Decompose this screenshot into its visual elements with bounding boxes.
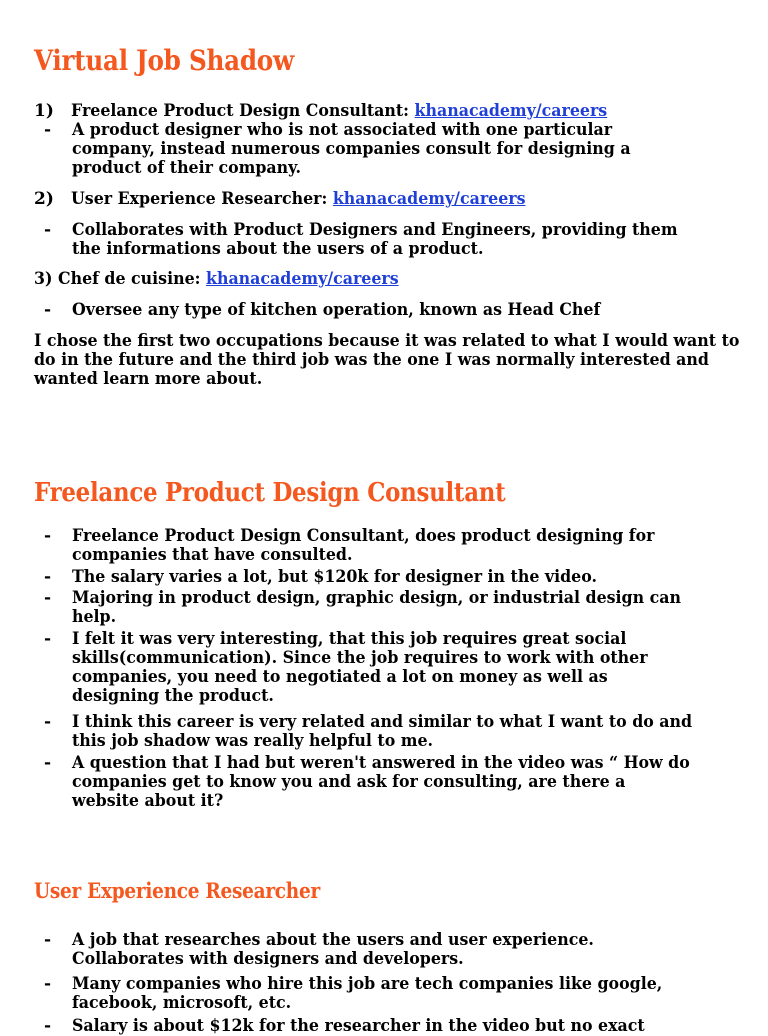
bullet-text: Majoring in product design, graphic design, or industrial design can help. [72, 588, 681, 627]
occupation-item-2 [34, 190, 739, 209]
description-text: Collaborates with Product Designers and Engineers, providing them the informations about the users of a product. [72, 220, 678, 259]
occupation-label: User Experience Researcher: [71, 189, 333, 209]
uxr-bullet-1 [34, 931, 739, 969]
section-title-user-experience-researcher: User Experience Researcher [34, 878, 320, 903]
paragraph-text: I chose the first two occupations because it was related to what I would want to do in the future and the third job was the one I was normally interested and wanted learn more about. [34, 331, 740, 389]
bullet-text: The salary varies a lot, but $120k for designer in the video. [72, 567, 597, 587]
reasoning-paragraph [34, 332, 739, 389]
occupation-description-1 [34, 121, 739, 178]
section-title-virtual-job-shadow: Virtual Job Shadow [34, 44, 294, 77]
description-text: A product designer who is not associated with one particular company, instead numerous companies consult for designing a product of their company. [72, 120, 631, 178]
bullet-dash: - [44, 567, 52, 587]
uxr-bullet-3 [34, 1017, 739, 1036]
bullet-dash: - [44, 526, 52, 546]
bullet-dash: - [44, 1016, 52, 1036]
bullet-text: Freelance Product Design Consultant, does product designing for companies that have consulted. [72, 526, 655, 565]
occupation-description-2 [34, 221, 739, 259]
bullet-text: I think this career is very related and similar to what I want to do and this job shadow was really helpful to me. [72, 712, 693, 751]
occupation-label: Chef de cuisine: [57, 269, 206, 289]
fpdc-bullet-5 [34, 713, 739, 751]
uxr-bullet-2 [34, 975, 739, 1013]
bullet-dash: - [44, 974, 52, 994]
careers-link-3[interactable]: khanacademy/careers [205, 269, 399, 289]
fpdc-bullet-2 [34, 568, 739, 587]
item-number: 2) [34, 189, 54, 209]
fpdc-bullet-6 [34, 754, 739, 811]
bullet-dash: - [44, 300, 52, 320]
bullet-text: A job that researches about the users and user experience. Collaborates with designers and developers. [72, 930, 594, 969]
occupation-item-1 [34, 102, 739, 121]
bullet-dash: - [44, 930, 52, 950]
bullet-dash: - [44, 712, 52, 732]
item-number: 1) [34, 101, 54, 121]
occupation-label: Freelance Product Design Consultant: [71, 101, 415, 121]
bullet-dash: - [44, 120, 52, 140]
careers-link-2[interactable]: khanacademy/careers [332, 189, 526, 209]
bullet-dash: - [44, 753, 52, 773]
bullet-text: Many companies who hire this job are tech companies like google, facebook, microsoft, etc. [72, 974, 663, 1013]
bullet-dash: - [44, 629, 52, 649]
bullet-dash: - [44, 588, 52, 608]
bullet-text: I felt it was very interesting, that this job requires great social skills(communication). Since the job requires to work with other companies, you need to negotiated a lot on money as well as designing the product. [72, 629, 648, 706]
occupation-item-3 [34, 270, 739, 289]
careers-link-1[interactable]: khanacademy/careers [414, 101, 608, 121]
fpdc-bullet-3 [34, 589, 739, 627]
fpdc-bullet-1 [34, 527, 739, 565]
item-number: 3) [34, 269, 53, 289]
description-text: Oversee any type of kitchen operation, known as Head Chef [72, 300, 601, 320]
occupation-description-3 [34, 301, 739, 320]
bullet-dash: - [44, 220, 52, 240]
fpdc-bullet-4 [34, 630, 739, 706]
section-title-freelance-product-design-consultant: Freelance Product Design Consultant [34, 478, 506, 508]
bullet-text: A question that I had but weren't answered in the video was “ How do companies get to know you and ask for consulting, are there a website about it? [72, 753, 690, 811]
bullet-text: Salary is about $12k for the researcher in the video but no exact [72, 1016, 645, 1036]
